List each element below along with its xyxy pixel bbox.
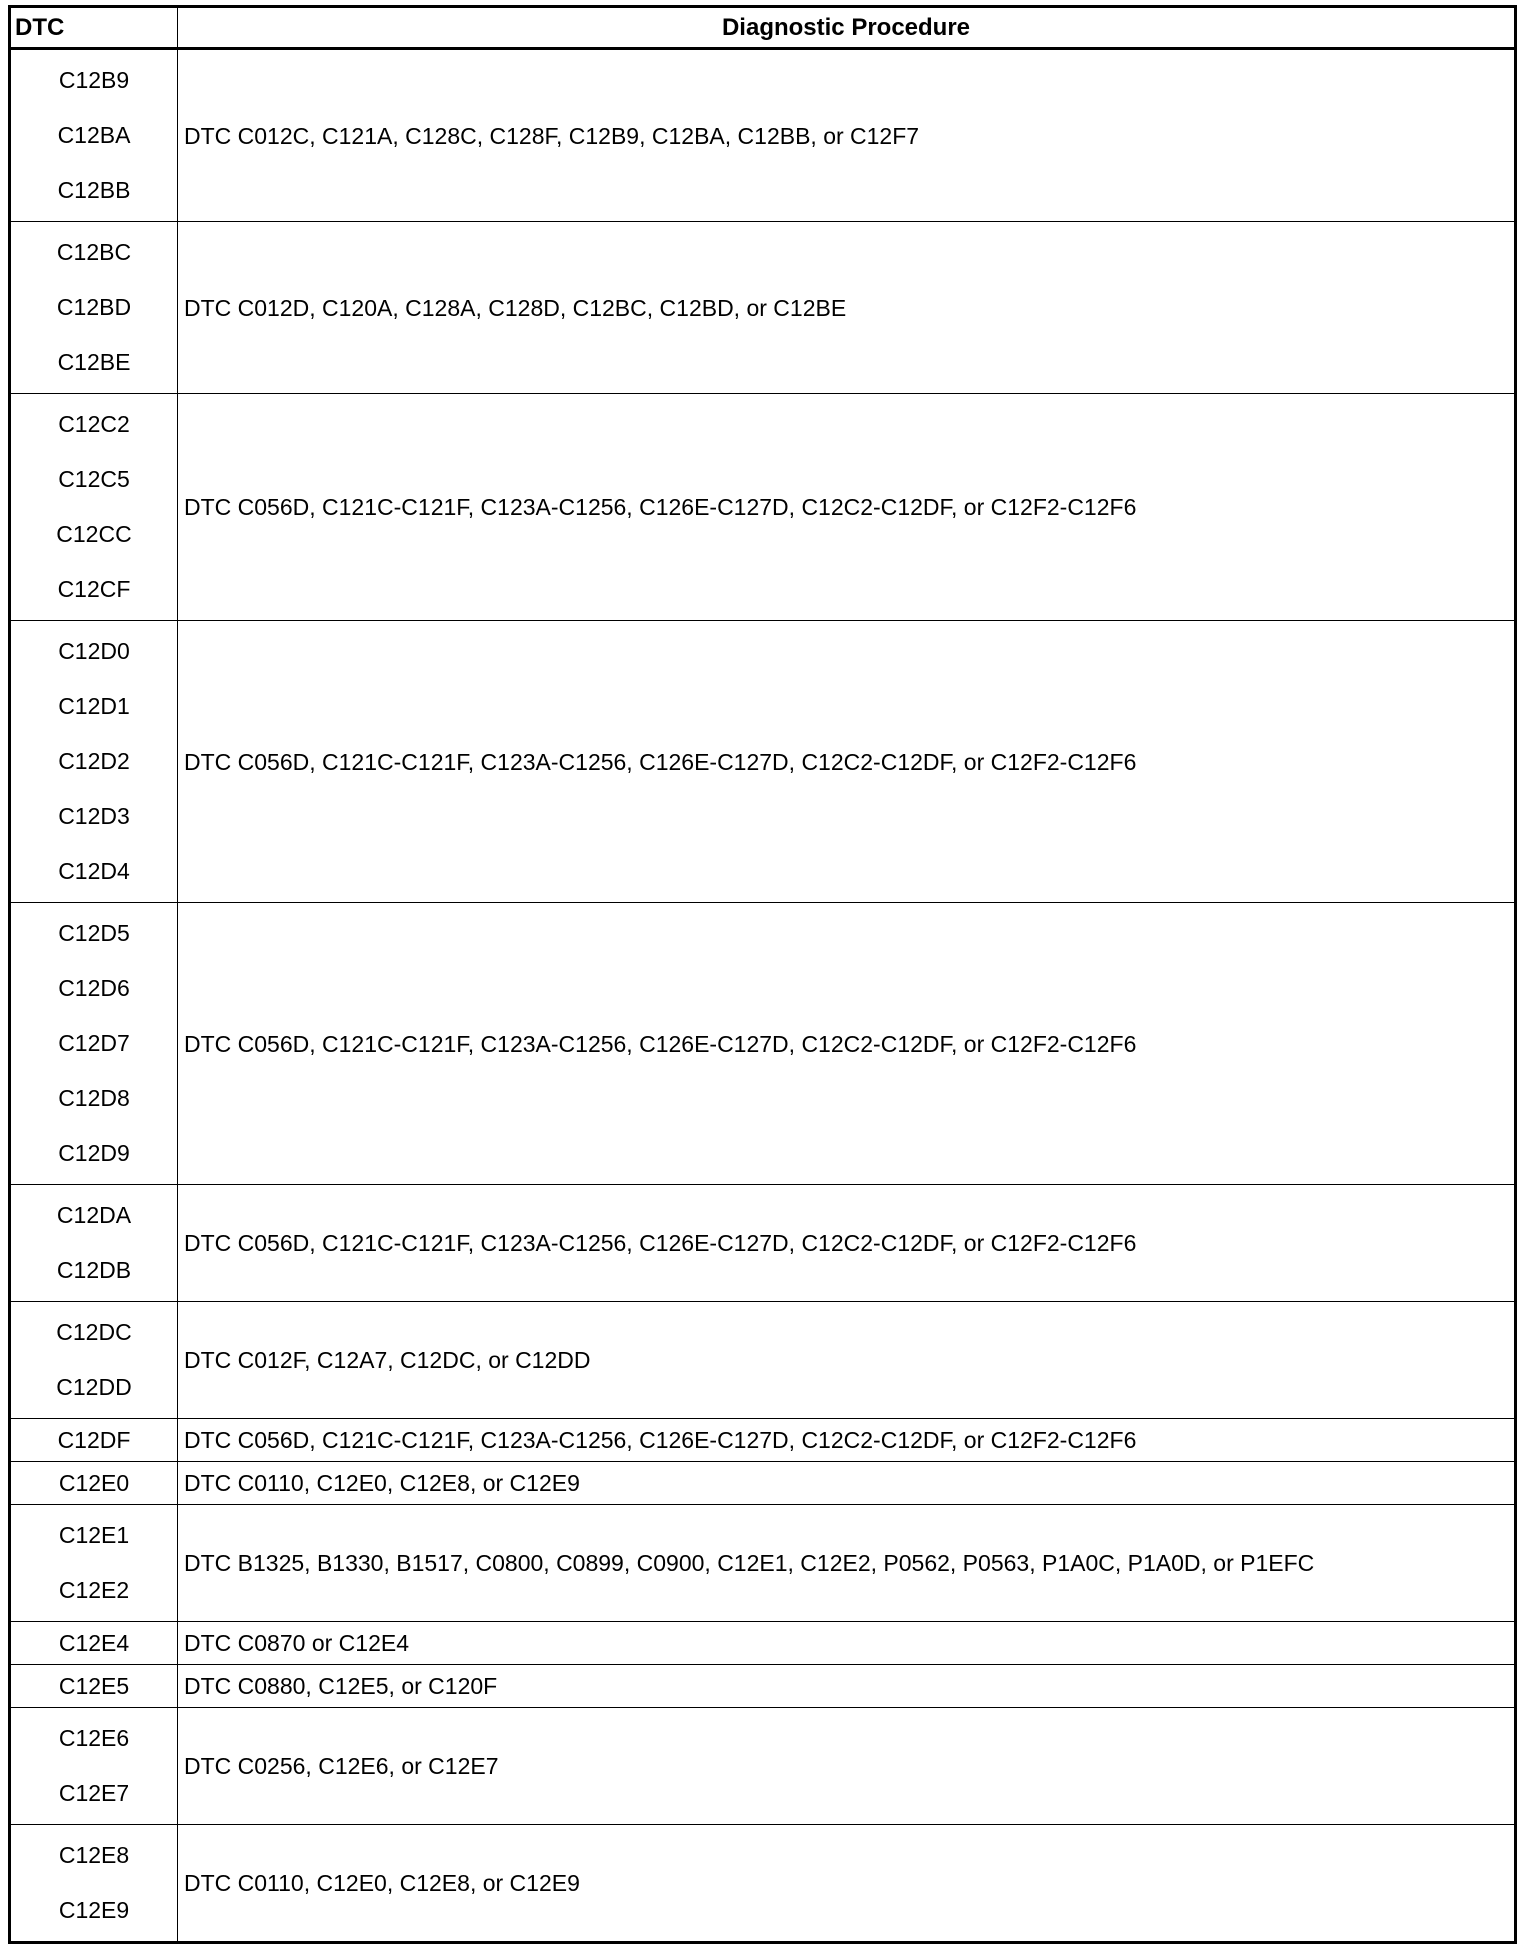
- dtc-code: C12E9: [58, 1897, 130, 1923]
- dtc-code: C12D5: [58, 920, 130, 946]
- dtc-cell: [10, 1462, 178, 1505]
- dtc-cell: [10, 49, 178, 222]
- diagnostic-procedure-cell: DTC C012F, C12A7, C12DC, or C12DD: [178, 1302, 1516, 1419]
- dtc-code: C12DD: [56, 1374, 132, 1400]
- dtc-cell: [10, 222, 178, 394]
- dtc-code: C12E7: [58, 1780, 130, 1806]
- dtc-cell: [10, 1419, 178, 1462]
- table-body: [10, 49, 1516, 1943]
- diagnostic-procedure-cell: DTC C0880, C12E5, or C120F: [178, 1665, 1516, 1708]
- dtc-code: C12D0: [58, 638, 130, 664]
- dtc-cell: [10, 1825, 178, 1943]
- dtc-code: C12CF: [57, 576, 131, 602]
- diagnostic-procedure-cell: DTC C056D, C121C-C121F, C123A-C1256, C126E-C127D, C12C2-C12DF, or C12F2-C12F6: [178, 1185, 1516, 1302]
- dtc-code: C12D2: [58, 748, 130, 774]
- dtc-code: C12E5: [58, 1673, 130, 1699]
- table-row: [10, 1185, 1516, 1302]
- table-row: [10, 1302, 1516, 1419]
- dtc-code: C12D7: [58, 1030, 130, 1056]
- diagnostic-procedure-cell: DTC C056D, C121C-C121F, C123A-C1256, C126E-C127D, C12C2-C12DF, or C12F2-C12F6: [178, 394, 1516, 621]
- dtc-code: C12BD: [56, 294, 132, 320]
- dtc-code: C12BE: [57, 349, 131, 375]
- dtc-code: C12D8: [58, 1085, 130, 1111]
- diagnostic-procedure-cell: DTC C0256, C12E6, or C12E7: [178, 1708, 1516, 1825]
- dtc-code: C12E8: [58, 1842, 130, 1868]
- diagnostic-procedure-cell: DTC C0110, C12E0, C12E8, or C12E9: [178, 1462, 1516, 1505]
- table-row: [10, 394, 1516, 621]
- dtc-code: C12DB: [56, 1257, 132, 1283]
- dtc-code: C12E1: [58, 1522, 130, 1548]
- dtc-code: C12DC: [56, 1319, 132, 1345]
- table-row: [10, 1419, 1516, 1462]
- table-row: [10, 621, 1516, 903]
- table-row: [10, 1825, 1516, 1943]
- dtc-code: C12E2: [58, 1577, 130, 1603]
- dtc-code: C12E4: [58, 1630, 130, 1656]
- dtc-code: C12D4: [58, 858, 130, 884]
- diagnostic-procedure-cell: DTC C012D, C120A, C128A, C128D, C12BC, C12BD, or C12BE: [178, 222, 1516, 394]
- dtc-cell: [10, 903, 178, 1185]
- dtc-code: C12C5: [58, 466, 130, 492]
- dtc-code: C12DA: [56, 1202, 132, 1228]
- dtc-code: C12C2: [58, 411, 130, 437]
- table-row: [10, 49, 1516, 222]
- dtc-cell: [10, 1622, 178, 1665]
- table-row: [10, 1665, 1516, 1708]
- dtc-code: C12E0: [58, 1470, 130, 1496]
- dtc-code: C12DF: [57, 1427, 131, 1453]
- diagnostic-procedure-cell: DTC C056D, C121C-C121F, C123A-C1256, C126E-C127D, C12C2-C12DF, or C12F2-C12F6: [178, 903, 1516, 1185]
- table-row: [10, 1505, 1516, 1622]
- diagnostic-procedure-cell: DTC C0110, C12E0, C12E8, or C12E9: [178, 1825, 1516, 1943]
- dtc-code: C12D1: [58, 693, 130, 719]
- diagnostic-procedure-cell: DTC B1325, B1330, B1517, C0800, C0899, C0900, C12E1, C12E2, P0562, P0563, P1A0C, P1A0D, or P1EFC: [178, 1505, 1516, 1622]
- dtc-code: C12BC: [56, 239, 132, 265]
- header-dtc: DTC: [10, 7, 178, 49]
- dtc-code: C12CC: [56, 521, 132, 547]
- dtc-procedure-table: [8, 5, 1517, 1944]
- dtc-cell: [10, 1302, 178, 1419]
- diagnostic-procedure-cell: DTC C056D, C121C-C121F, C123A-C1256, C126E-C127D, C12C2-C12DF, or C12F2-C12F6: [178, 621, 1516, 903]
- table-row: [10, 1708, 1516, 1825]
- dtc-code: C12D9: [58, 1140, 130, 1166]
- dtc-code: C12B9: [58, 67, 130, 93]
- dtc-cell: [10, 394, 178, 621]
- dtc-code: C12E6: [58, 1725, 130, 1751]
- dtc-cell: [10, 1708, 178, 1825]
- dtc-code: C12BA: [57, 122, 131, 148]
- dtc-cell: [10, 1665, 178, 1708]
- header-diagnostic-procedure: Diagnostic Procedure: [178, 7, 1516, 49]
- dtc-cell: [10, 621, 178, 903]
- diagnostic-procedure-cell: DTC C012C, C121A, C128C, C128F, C12B9, C12BA, C12BB, or C12F7: [178, 49, 1516, 222]
- dtc-cell: [10, 1505, 178, 1622]
- dtc-code: C12BB: [57, 177, 131, 203]
- dtc-cell: [10, 1185, 178, 1302]
- dtc-code: C12D3: [58, 803, 130, 829]
- table-row: [10, 903, 1516, 1185]
- table-row: [10, 1622, 1516, 1665]
- table-row: [10, 222, 1516, 394]
- table-header-row: [10, 7, 1516, 49]
- dtc-code: C12D6: [58, 975, 130, 1001]
- diagnostic-procedure-cell: DTC C056D, C121C-C121F, C123A-C1256, C126E-C127D, C12C2-C12DF, or C12F2-C12F6: [178, 1419, 1516, 1462]
- diagnostic-procedure-cell: DTC C0870 or C12E4: [178, 1622, 1516, 1665]
- table-row: [10, 1462, 1516, 1505]
